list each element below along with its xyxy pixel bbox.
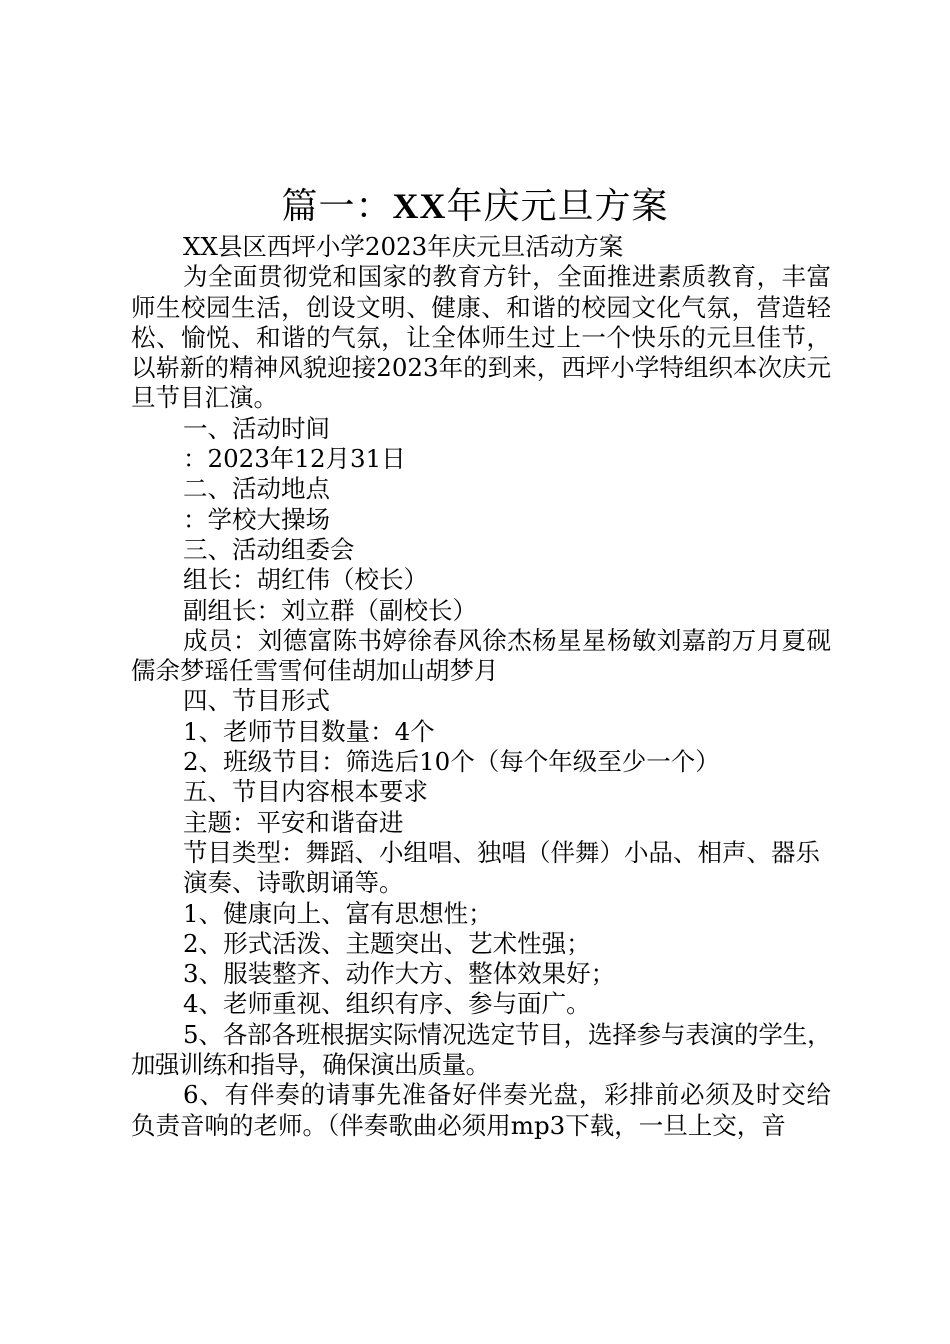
document-title: 篇一：XX年庆元旦方案 <box>281 186 669 227</box>
paragraph-deputy-leader: 副组长：刘立群（副校长） <box>183 595 477 625</box>
paragraph-theme: 主题：平安和谐奋进 <box>183 807 404 837</box>
section-heading-requirements: 五、节目内容根本要求 <box>183 777 428 807</box>
list-item: 6、有伴奏的请事先准备好伴奏光盘，彩排前必须及时交给负责音响的老师。（伴奏歌曲必须用mp3下载，一旦上交，音 <box>131 1080 831 1140</box>
list-item: 2、班级节目：筛选后10个（每个年级至少一个） <box>183 747 720 777</box>
section-heading-location: 二、活动地点 <box>183 474 330 504</box>
list-item: 1、老师节目数量：4个 <box>183 716 435 746</box>
list-item: 5、各部各班根据实际情况选定节目，选择参与表演的学生，加强训练和指导，确保演出质量。 <box>131 1019 831 1080</box>
section-heading-committee: 三、活动组委会 <box>183 534 355 564</box>
section-heading-time: 一、活动时间 <box>183 413 330 443</box>
paragraph-subtitle: XX县区西坪小学2023年庆元旦活动方案 <box>183 232 624 261</box>
paragraph-program-types: 节目类型：舞蹈、小组唱、独唱（伴舞）小品、相声、器乐 <box>183 837 820 867</box>
list-item: 3、服装整齐、动作大方、整体效果好； <box>183 959 616 989</box>
paragraph-program-types-continued: 演奏、诗歌朗诵等。 <box>183 868 404 898</box>
paragraph-members: 成员：刘德富陈书婷徐春风徐杰杨星星杨敏刘嘉韵万月夏砚儒余梦瑶任雪雪何佳胡加山胡梦月 <box>131 625 831 686</box>
paragraph-intro: 为全面贯彻党和国家的教育方针，全面推进素质教育，丰富师生校园生活，创设文明、健康、和谐的校园文化气氛，营造轻松、愉悦、和谐的气氛，让全体师生过上一个快乐的元旦佳节，以崭新的精神风貌迎接2023年的到来，西坪小学特组织本次庆元旦节目汇演。 <box>131 262 831 413</box>
list-item: 4、老师重视、组织有序、参与面广。 <box>183 989 591 1019</box>
list-item: 1、健康向上、富有思想性； <box>183 898 493 928</box>
paragraph-location-value: ：学校大操场 <box>183 504 330 534</box>
paragraph-leader: 组长：胡红伟（校长） <box>183 565 428 595</box>
document-body <box>131 232 831 1141</box>
section-heading-format: 四、节目形式 <box>183 686 330 716</box>
paragraph-time-value: ：2023年12月31日 <box>183 444 406 474</box>
list-item: 2、形式活泼、主题突出、艺术性强； <box>183 928 591 958</box>
